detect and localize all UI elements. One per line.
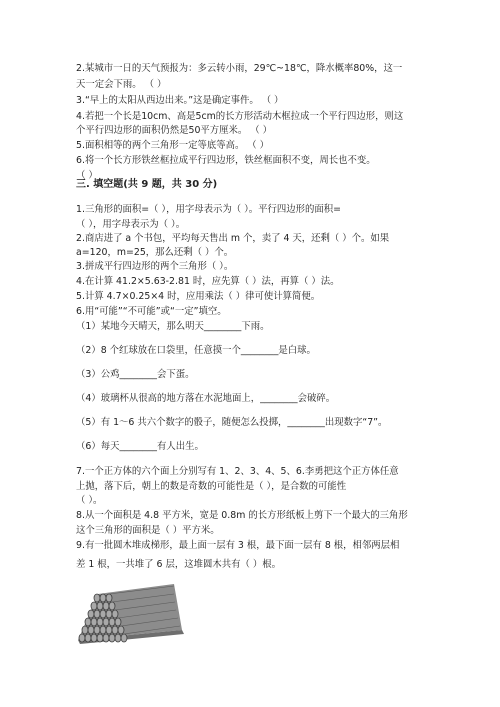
- fill-q1-line2: （ ），用字母表示为（ ）。: [76, 219, 186, 230]
- fill-q6-sub6: （6）每天________有人出生。: [76, 441, 204, 452]
- fill-q8-line1: 8.从一个面积是 4.8 平方米，宽是 0.8m 的长方形纸板上剪下一个最大的三角形: [76, 510, 408, 521]
- judgment-q6-line1: 6.将一个长方形铁丝框拉成平行四边形，铁丝框面积不变，周长也不变。: [76, 155, 376, 166]
- log-pile-icon: [78, 584, 184, 644]
- fill-q5: 5.计算 4.7×0.25×4 时，应用乘法（ ）律可使计算简便。: [76, 291, 321, 302]
- fill-q6-sub1: （1）某地今天晴天，那么明天________下雨。: [76, 321, 270, 332]
- section-title: 三. 填空题(共 9 题，共 30 分): [76, 179, 218, 190]
- fill-q6-sub2: （2）8 个红球放在口袋里，任意摸一个________是白球。: [76, 345, 316, 356]
- fill-q7-line1: 7.一个正方体的六个面上分别写有 1、2、3、4、5、6.李勇把这个正方体任意: [76, 466, 399, 477]
- fill-q7-line3: （ ）。: [76, 495, 103, 506]
- log-pile-figure: [70, 576, 190, 648]
- fill-q6-sub4: （4）玻璃杯从很高的地方落在水泥地面上，________会破碎。: [76, 393, 336, 404]
- judgment-q5: 5.面积相等的两个三角形一定等底等高。 （ ）: [76, 140, 270, 151]
- fill-q6: 6.用“可能”“不可能”或“一定”填空。: [76, 306, 227, 317]
- fill-q2-line1: 2.商店进了 a 个书包，平均每天售出 m 个，卖了 4 天，还剩（ ）个。如果: [76, 233, 390, 244]
- fill-q7-line2: 上抛，落下后，朝上的数是奇数的可能性是（ ），是合数的可能性: [76, 481, 347, 492]
- fill-q6-sub5: （5）有 1～6 共六个数字的骰子，随便怎么投掷，________出现数字“7”。: [76, 417, 388, 428]
- fill-q1-line1: 1.三角形的面积=（ ），用字母表示为（ ）。平行四边形的面积=: [76, 204, 341, 215]
- judgment-q2-line2: 天一定会下雨。 （ ）: [76, 79, 167, 90]
- judgment-q6-line2: （ ）: [76, 170, 98, 181]
- judgment-q2-line1: 2.某城市一日的天气预报为：多云转小雨，29℃~18℃，降水概率80%，这一: [76, 63, 403, 74]
- fill-q3: 3.拼成平行四边形的两个三角形（ ）。: [76, 261, 234, 272]
- fill-q9-line1: 9.有一批圆木堆成梯形，最上面一层有 3 根，最下面一层有 8 根，相邻两层相: [76, 540, 400, 551]
- fill-q4: 4.在计算 41.2×5.63-2.81 时，应先算（ ）法，再算（ ）法。: [76, 276, 340, 287]
- fill-q9-line2: 差 1 根，一共堆了 6 层，这堆圆木共有（ ）根。: [76, 559, 281, 570]
- judgment-q3: 3.“早上的太阳从西边出来。”这是确定事件。 （ ）: [76, 95, 284, 106]
- judgment-q4-line1: 4.若把一个长是10cm、高是5cm的长方形活动木框拉成一个平行四边形，则这: [76, 111, 404, 122]
- fill-q2-line2: a=120，m=25，那么还剩（ ）个。: [76, 247, 234, 258]
- fill-q8-line2: 这个三角形的面积是（ ）平方米。: [76, 525, 220, 536]
- fill-q6-sub3: （3）公鸡________会下蛋。: [76, 369, 195, 380]
- judgment-q4-line2: 个平行四边形的面积仍然是50平方厘米。 （ ）: [76, 125, 273, 136]
